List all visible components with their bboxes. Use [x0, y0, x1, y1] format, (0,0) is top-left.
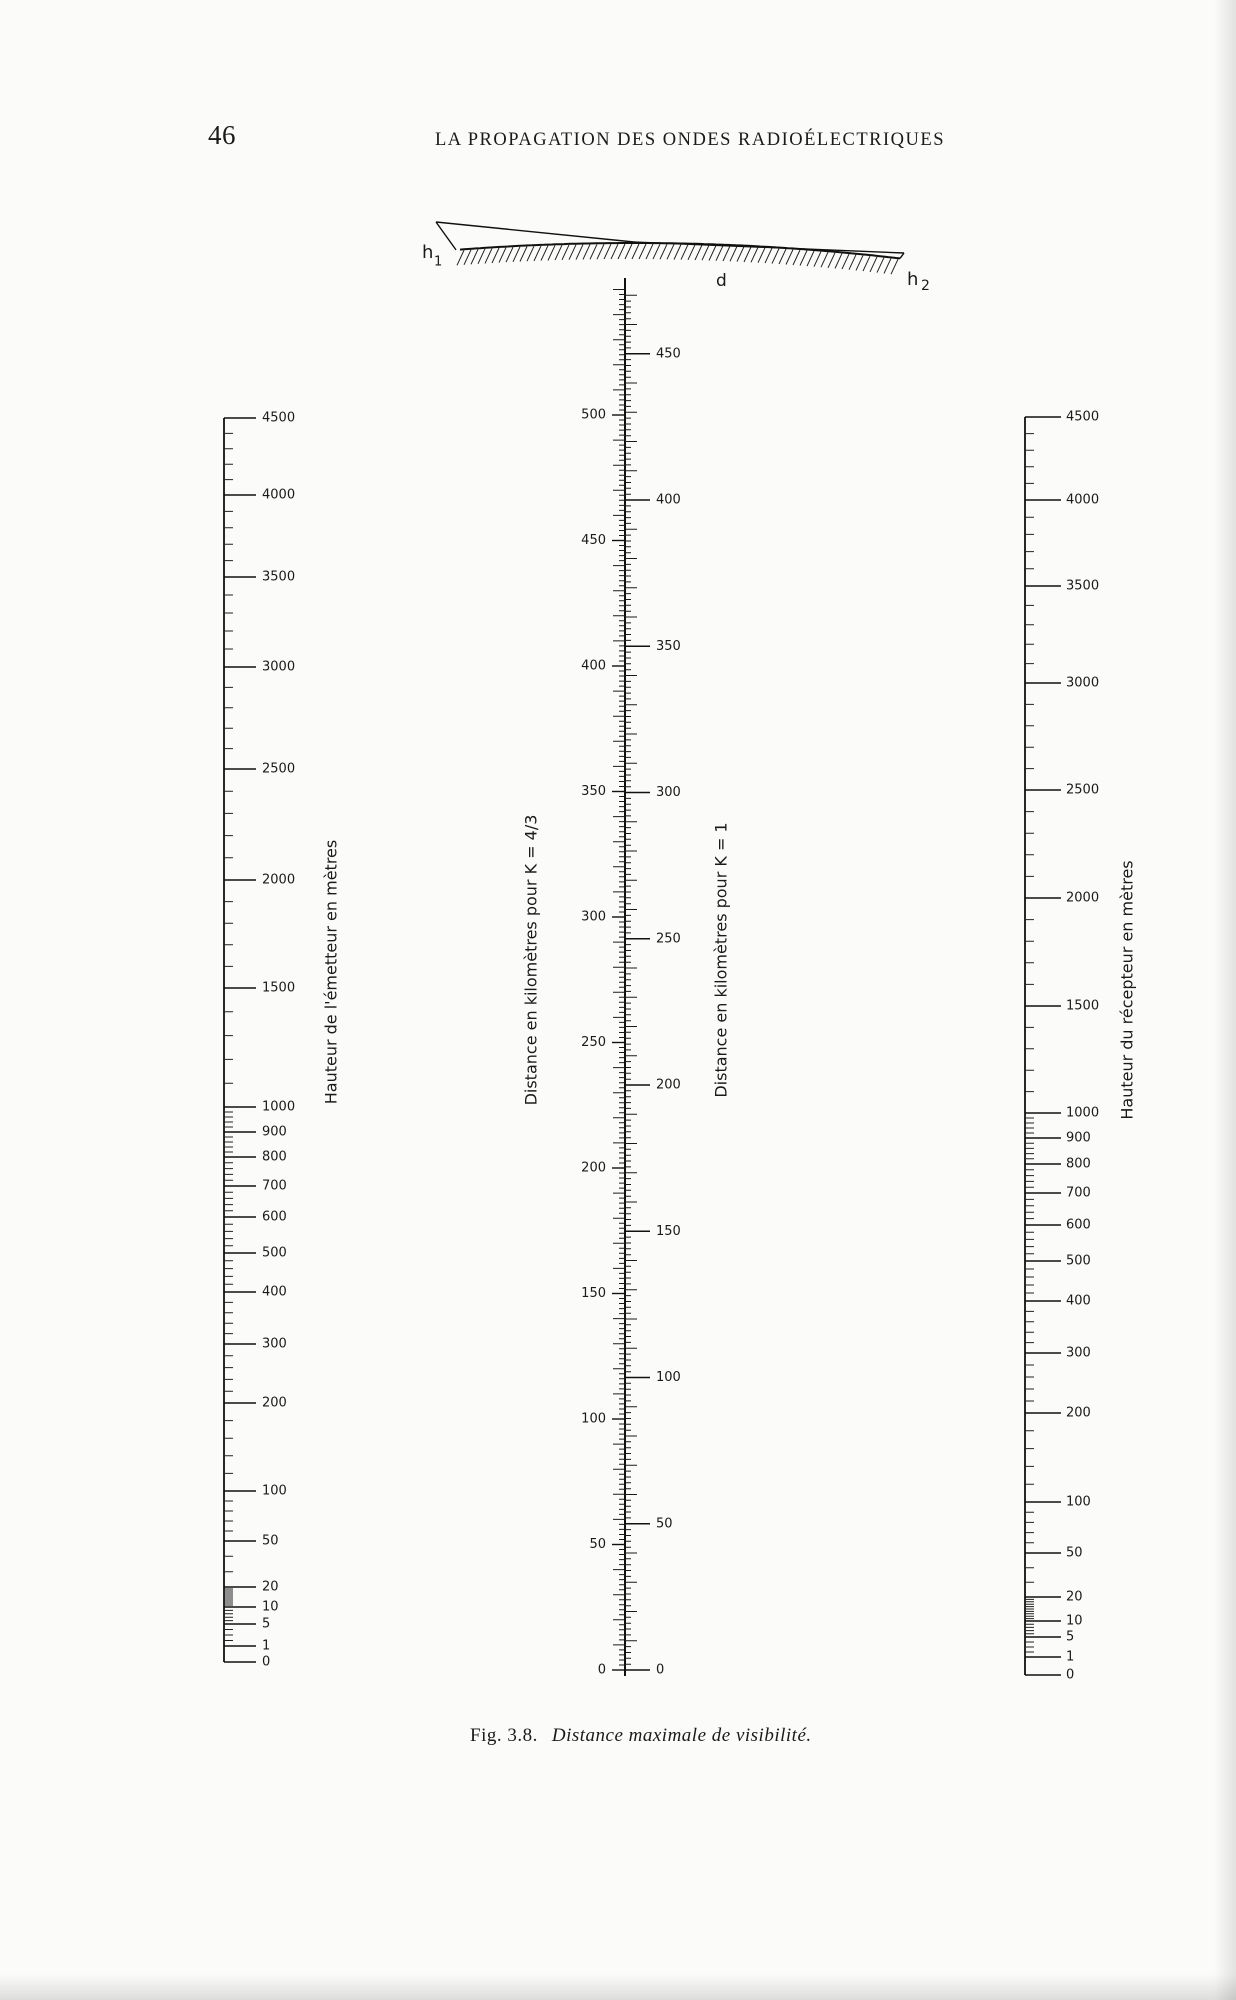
- emitter-tick-label: 4500: [262, 410, 296, 426]
- receiver-tick-label: 700: [1066, 1185, 1091, 1201]
- receiver-tick-label: 0: [1066, 1667, 1075, 1683]
- k1-tick-label: 350: [656, 638, 681, 654]
- receiver-tick-label: 500: [1066, 1253, 1091, 1269]
- emitter-tick-label: 5: [262, 1616, 271, 1632]
- receiver-height-scale: [1025, 410, 1099, 1683]
- emitter-tick-label: 500: [262, 1245, 287, 1261]
- emitter-tick-label: 1000: [262, 1099, 296, 1115]
- emitter-tick-label: 2000: [262, 872, 296, 888]
- k1-tick-label: 200: [656, 1077, 681, 1093]
- figure-label: Fig. 3.8.: [470, 1725, 538, 1746]
- k43-scale-title: Distance en kilomètres pour K = 4/3: [521, 814, 541, 1106]
- h2-label: h: [907, 269, 919, 290]
- receiver-tick-label: 300: [1066, 1345, 1091, 1361]
- receiver-tick-label: 800: [1066, 1156, 1091, 1172]
- k1-tick-label: 400: [656, 492, 681, 508]
- caption-text: Distance maximale de visibilité.: [551, 1725, 812, 1746]
- k1-scale-title: Distance en kilomètres pour K = 1: [711, 822, 731, 1098]
- k43-tick-label: 400: [581, 658, 606, 674]
- receiver-sightline: [634, 242, 904, 253]
- emitter-tick-label: 1500: [262, 980, 296, 996]
- receiver-tick-label: 600: [1066, 1217, 1091, 1233]
- emitter-height-scale: [224, 411, 295, 1670]
- receiver-tick-label: 400: [1066, 1293, 1091, 1309]
- h1-subscript: 1: [434, 254, 443, 270]
- emitter-sightline: [436, 222, 634, 242]
- receiver-tick-label: 20: [1066, 1589, 1083, 1605]
- receiver-tick-label: 1500: [1066, 998, 1100, 1014]
- receiver-minor-ticks: [1025, 434, 1034, 1675]
- k1-tick-label: 100: [656, 1370, 681, 1385]
- receiver-tick-label: 50: [1066, 1545, 1083, 1561]
- running-header: LA PROPAGATION DES ONDES RADIOÉLECTRIQUES: [435, 130, 945, 150]
- receiver-tick-label: 1: [1066, 1649, 1075, 1665]
- receiver-tick-label: 3500: [1066, 578, 1100, 594]
- k1-tick-label: 300: [656, 785, 681, 800]
- k43-tick-label: 450: [581, 533, 606, 548]
- emitter-tick-label: 400: [262, 1284, 287, 1300]
- receiver-tick-label: 1000: [1066, 1105, 1100, 1121]
- receiver-tick-label: 100: [1066, 1494, 1091, 1510]
- emitter-tick-label: 300: [262, 1336, 287, 1352]
- receiver-tick-label: 4500: [1066, 409, 1100, 425]
- emitter-mast-line: [436, 222, 456, 250]
- earth-hatching: [457, 244, 898, 274]
- k43-tick-label: 350: [581, 784, 606, 799]
- emitter-tick-label: 50: [262, 1533, 279, 1549]
- page-number: 46: [208, 120, 236, 150]
- scale-titles: [322, 815, 1137, 1120]
- emitter-minor-ticks: [224, 433, 233, 1662]
- d-label: d: [716, 271, 727, 291]
- emitter-tick-label: 3000: [262, 659, 296, 675]
- k43-tick-label: 500: [581, 407, 606, 423]
- emitter-tick-label: 10: [262, 1599, 279, 1615]
- k43-tick-label: 150: [581, 1286, 606, 1301]
- k43-tick-label: 0: [597, 1662, 606, 1678]
- receiver-tick-label: 5: [1066, 1629, 1075, 1645]
- receiver-tick-label: 900: [1066, 1130, 1091, 1146]
- receiver-mast-line: [900, 253, 904, 258]
- figure-caption: [470, 1725, 812, 1747]
- emitter-tick-label: 200: [262, 1395, 287, 1411]
- receiver-tick-label: 200: [1066, 1405, 1091, 1421]
- k1-tick-label: 0: [656, 1662, 665, 1678]
- emitter-tick-label: 4000: [262, 487, 296, 503]
- k43-tick-label: 250: [581, 1035, 606, 1050]
- emitter-tick-label: 600: [262, 1209, 287, 1225]
- k43-tick-label: 300: [581, 909, 606, 925]
- emitter-tick-label: 3500: [262, 569, 296, 585]
- emitter-tick-label: 20: [262, 1579, 279, 1595]
- k1-tick-label: 50: [656, 1516, 673, 1532]
- page-bottom-shadow: [0, 1974, 1236, 2000]
- emitter-scale-title: Hauteur de l'émetteur en mètres: [321, 839, 341, 1105]
- emitter-tick-label: 2500: [262, 761, 296, 777]
- emitter-tick-label: 100: [262, 1483, 287, 1499]
- receiver-tick-label: 4000: [1066, 492, 1100, 508]
- earth-curvature-inset: [422, 222, 930, 294]
- h1-label: h: [422, 242, 434, 263]
- emitter-tick-label: 900: [262, 1124, 287, 1140]
- receiver-tick-label: 3000: [1066, 675, 1100, 691]
- emitter-tick-label: 800: [262, 1149, 287, 1165]
- k1-tick-label: 150: [656, 1223, 681, 1239]
- h2-subscript: 2: [921, 278, 930, 294]
- emitter-tick-label: 700: [262, 1178, 287, 1194]
- k43-tick-label: 50: [589, 1537, 606, 1552]
- receiver-tick-label: 10: [1066, 1613, 1083, 1629]
- emitter-tick-label: 0: [262, 1654, 271, 1670]
- k1-tick-label: 250: [656, 931, 681, 947]
- emitter-tick-label: 1: [262, 1638, 271, 1654]
- k1-tick-label: 450: [656, 346, 681, 362]
- k43-tick-label: 200: [581, 1160, 606, 1176]
- distance-scale: [581, 278, 681, 1678]
- receiver-tick-label: 2500: [1066, 782, 1100, 798]
- k43-tick-label: 100: [581, 1411, 606, 1427]
- receiver-tick-label: 2000: [1066, 890, 1100, 906]
- page-edge-shadow: [1214, 0, 1236, 2000]
- receiver-scale-title: Hauteur du récepteur en mètres: [1117, 860, 1137, 1120]
